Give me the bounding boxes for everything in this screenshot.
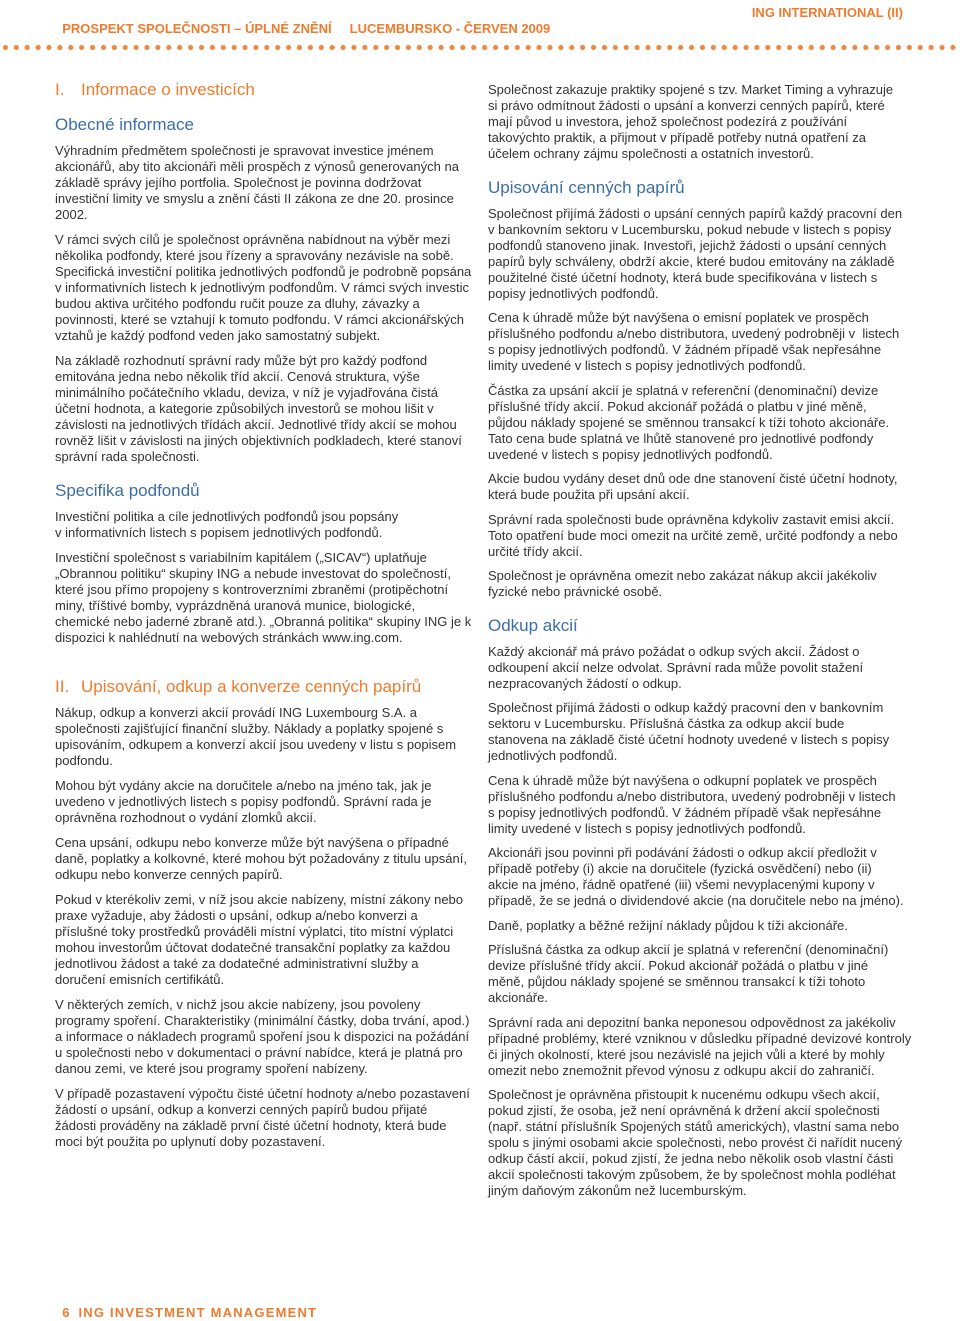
paragraph-line: omezit nebo znemožnit převod výnosu z odkupu akcií do zahraničí. bbox=[488, 1062, 875, 1078]
paragraph-line: Akcie budou vydány deset dnů ode dne stanovení čisté účetní hodnoty, bbox=[488, 471, 898, 486]
paragraph-line: odkup částí akcií, pokud zjistí, že jedna nebo několik osob vlastní části bbox=[488, 1151, 894, 1166]
paragraph-line: takovýchto praktik, a přijmout v případě potřeby nutná opatření za bbox=[488, 130, 866, 145]
paragraph-line: Pokud v kterékoliv zemi, v níž jsou akcie nabízeny, místní zákony nebo bbox=[55, 892, 464, 907]
paragraph-line: Společnost přijímá žádosti o upsání cenných papírů každý pracovní den bbox=[488, 205, 903, 221]
page-footer bbox=[55, 1289, 318, 1320]
paragraph-line: případě potřeby (i) akcie na doručitele (fyzická osvědčení) nebo (ii) bbox=[488, 861, 872, 876]
paragraph bbox=[488, 512, 898, 560]
document-edition: LUCEMBURSKO - ČERVEN 2009 bbox=[349, 21, 551, 36]
paragraph-line: daně, poplatky a kolkovné, které mohou být požadovány z titulu upsání, bbox=[55, 851, 467, 866]
paragraph-line: (např. státní příslušník Spojených států amerických), vlastní sama nebo bbox=[488, 1119, 900, 1134]
paragraph-line: vztahů je každý podfond veden jako samostatný subjekt. bbox=[55, 328, 381, 343]
paragraph-line: upisováním, odkupem a konverzí akcií jsou uvedeny v listu s popisem bbox=[55, 737, 457, 752]
paragraph-line: mají původ u investora, jehož společnost podezírá z používání bbox=[488, 114, 848, 129]
fund-name: ING INTERNATIONAL (II) bbox=[751, 5, 903, 20]
paragraph-line: Cena k úhradě může být navýšena o emisní poplatek ve prospěch bbox=[488, 310, 869, 325]
paragraph-line: 2002. bbox=[55, 207, 88, 222]
paragraph-line: jednotlivých podfondů. bbox=[488, 748, 618, 763]
paragraph-line: V případě pozastavení výpočtu čisté účetní hodnoty a/nebo pozastavení bbox=[55, 1086, 470, 1101]
paragraph bbox=[55, 232, 471, 344]
paragraph-line: nezpracovaných žádostí o odkup. bbox=[488, 675, 682, 691]
paragraph-line: použitelné čisté účetní hodnoty, která bude specifikována v listech s bbox=[488, 269, 878, 285]
paragraph bbox=[55, 353, 462, 465]
paragraph-line: Výhradním předmětem společnosti je spravovat investice jménem bbox=[55, 143, 434, 158]
paragraph-line: měně, půjdou náklady spojené se směnnou transakcí k tíži tohoto bbox=[488, 974, 866, 989]
paragraph-line: devize příslušné třídy akcií. Pokud akcionář požádá o platbu v jiné bbox=[488, 958, 869, 973]
paragraph-line: V rámci svých cílů je společnost oprávněna nabídnout na výběr mezi bbox=[55, 232, 451, 247]
paragraph-line: jiným daňovým zákonům než lucemburským. bbox=[488, 1183, 747, 1198]
paragraph-line: praxe vyžaduje, aby žádosti o upsání, odkup a/nebo konverzi a bbox=[55, 908, 418, 923]
paragraph bbox=[488, 644, 863, 692]
paragraph bbox=[488, 1087, 902, 1199]
paragraph-line: několika podfondy, které jsou řízeny a spravovány nezávisle na sobě. bbox=[55, 248, 454, 263]
page-number: 6 bbox=[62, 1305, 70, 1320]
paragraph-line: sektoru v Lucembursku. Příslušná částka za odkup akcií bude bbox=[488, 716, 845, 731]
paragraph-line: pokud zjistí, že osoba, jež není oprávněná k držení akcií společnosti bbox=[488, 1103, 880, 1118]
right-column bbox=[488, 82, 918, 1208]
paragraph-line: podfondů stanoveno jinak. Investoři, jejichž žádosti o upsání cenných bbox=[488, 237, 887, 253]
paragraph-line: Investiční politika a cíle jednotlivých podfondů jsou popsány bbox=[55, 509, 399, 524]
paragraph bbox=[488, 471, 898, 503]
subheading: Odkup akcií bbox=[488, 615, 578, 635]
paragraph bbox=[488, 1015, 911, 1079]
paragraph-line: případě, že se jedná o dividendové akcie (na doručitele nebo na jméno). bbox=[488, 893, 904, 908]
paragraph-line: správní rada společnosti. bbox=[55, 449, 200, 464]
paragraph-line: akcie na jméno, řádně opatřené (iii) všemi nevyplacenými kupony v bbox=[488, 877, 875, 892]
paragraph-line: oprávněna rozhodnout o vydání zlomků akcií. bbox=[55, 810, 317, 825]
paragraph bbox=[488, 568, 877, 600]
footer-brand: ING INVESTMENT MANAGEMENT bbox=[78, 1305, 318, 1320]
section-heading bbox=[55, 676, 421, 698]
paragraph-line: Společnost přijímá žádosti o odkup každý pracovní den v bankovním bbox=[488, 700, 884, 715]
dotted-divider bbox=[0, 44, 960, 51]
paragraph-line: v informativních listech k jednotlivým podfondům. V rámci svých investic bbox=[55, 280, 469, 295]
paragraph-line: uvedeno v jednotlivých listech s popisy podfondů. Správní rada je bbox=[55, 794, 432, 809]
paragraph-line: Mohou být vydány akcie na doručitele a/nebo na jméno tak, jak je bbox=[55, 778, 432, 793]
paragraph-line: v bankovním sektoru v Lucembursku, pokud nebude v listech s popisy bbox=[488, 221, 892, 237]
paragraph-line: a informace o nákladech programů spoření jsou k dispozici na požádání bbox=[55, 1029, 470, 1044]
paragraph-line: limity uvedené v listech s popisy jednotlivých podfondů. bbox=[488, 820, 806, 836]
section-number: II. bbox=[55, 677, 70, 696]
paragraph-line: akcií společnosti takovým způsobem, že by společnost mohla podléhat bbox=[488, 1167, 896, 1182]
paragraph-line: účelem ochrany zájmu společnosti a ostatních investorů. bbox=[488, 146, 814, 161]
paragraph-line: či jiných okolností, které jsou nezávislé na jejich vůli a které by mohly bbox=[488, 1046, 885, 1062]
paragraph-line: půjdou náklady spojené se směnnou transakcí k tíži tohoto akcionáře. bbox=[488, 414, 890, 430]
paragraph-line: moci být použita po uplynutí doby pozastavení. bbox=[55, 1134, 326, 1149]
paragraph-line: Akcionáři jsou povinni při podávání žádosti o odkup akcií předložit v bbox=[488, 845, 877, 860]
paragraph-line: podfondu. bbox=[55, 753, 113, 768]
paragraph-line: spolu s jinými osobami akcie společnosti, nebo provést či nařídit nucený bbox=[488, 1135, 903, 1150]
paragraph-line: s popisy jednotlivých podfondů. V žádném případě však nepřesáhne bbox=[488, 804, 882, 820]
paragraph-line: stanovena na základě čisté účetní hodnoty uvedené v listech s popisy bbox=[488, 732, 890, 747]
paragraph bbox=[488, 310, 899, 374]
paragraph-line: minimálního počátečního vkladu, deviza, v níž je vyjadřována čistá bbox=[55, 385, 438, 400]
paragraph-line: dispozici k nahlédnutí na webových stránkách www.ing.com. bbox=[55, 630, 403, 645]
paragraph-line: chemické nebo jaderné zbraně atd.). „Obranná politika“ skupiny ING je k bbox=[55, 614, 472, 629]
paragraph bbox=[488, 942, 888, 1006]
paragraph bbox=[488, 918, 848, 934]
paragraph-line: Společnost je oprávněna přistoupit k nucenému odkupu všech akcií, bbox=[488, 1087, 880, 1102]
paragraph-line: emitována jedna nebo několik tříd akcií. Cenová struktura, výše bbox=[55, 369, 420, 384]
subheading: Obecné informace bbox=[55, 115, 194, 134]
paragraph-line: miny, tříštivé bomby, vyprázdněná uranová munice, biologické, bbox=[55, 598, 416, 613]
paragraph bbox=[488, 82, 893, 162]
paragraph bbox=[55, 705, 456, 769]
paragraph-line: Na základě rozhodnutí správní rady může být pro každý podfond bbox=[55, 353, 428, 368]
paragraph bbox=[488, 845, 904, 909]
paragraph bbox=[488, 773, 896, 837]
paragraph-line: společnosti zajišťující finanční služby. Náklady a poplatky spojené s bbox=[55, 721, 444, 736]
paragraph-line: fyzické nebo právnické osobě. bbox=[488, 584, 663, 599]
paragraph bbox=[55, 997, 469, 1077]
paragraph bbox=[488, 383, 889, 463]
paragraph-line: Cena k úhradě může být navýšena o odkupní poplatek ve prospěch bbox=[488, 772, 877, 788]
paragraph-line: doručení emisních certifikátů. bbox=[55, 972, 225, 987]
paragraph-line: Cena upsání, odkupu nebo konverze může být navýšena o případné bbox=[55, 835, 449, 850]
paragraph bbox=[55, 835, 467, 883]
paragraph-line: Investiční společnost s variabilním kapitálem („SICAV“) uplatňuje bbox=[55, 550, 427, 565]
paragraph-line: žádosti prováděny na základě první čisté účetní hodnoty, která bude bbox=[55, 1118, 447, 1133]
paragraph-line: budou aktiva určitého podfondu ručit pouze za dluhy, závazky a bbox=[55, 296, 420, 311]
paragraph-line: určité třídy akcií. bbox=[488, 543, 583, 559]
paragraph-line: s popisy jednotlivých podfondů. V žádném případě však nepřesáhne bbox=[488, 342, 882, 357]
paragraph-line: příslušného podfondu a/nebo distributora, uvedený podrobněji v listech bbox=[488, 326, 900, 341]
paragraph bbox=[55, 143, 459, 223]
paragraph-line: Specifická investiční politika jednotlivých podfondů je podrobně popsána bbox=[55, 264, 472, 279]
paragraph-line: Částka za upsání akcií je splatná v referenční (denominační) devize bbox=[488, 382, 879, 398]
paragraph-line: akcionářů, aby tito akcionáři měli prospěch z výnosů generovaných na bbox=[55, 159, 459, 174]
paragraph-line: Společnost zakazuje praktiky spojené s tzv. Market Timing a vyhrazuje bbox=[488, 82, 894, 97]
paragraph-line: příslušného podfondu a/nebo distributora, uvedený podrobněji v listech bbox=[488, 788, 896, 804]
left-column bbox=[55, 79, 475, 1159]
paragraph-line: Nákup, odkup a konverzi akcií provádí ING Luxembourg S.A. a bbox=[55, 705, 418, 720]
paragraph-line: „Obrannou politiku“ skupiny ING a nebude investovat do společností, bbox=[55, 566, 452, 581]
paragraph-line: Správní rada společnosti bude oprávněna kdykoliv zastavit emisi akcií. bbox=[488, 511, 895, 527]
subheading: Specifika podfondů bbox=[55, 481, 200, 500]
paragraph-line: Správní rada ani depozitní banka neponesou odpovědnost za jakékoliv bbox=[488, 1014, 896, 1030]
paragraph-line: rovněž lišit v závislosti na jiných objektivních podkladech, které stanoví bbox=[55, 433, 462, 448]
section-heading bbox=[55, 79, 255, 101]
section-title: Informace o investicích bbox=[81, 80, 255, 99]
paragraph-line: v informativních listech s popisem jednotlivých podfondů. bbox=[55, 525, 383, 540]
section-number: I. bbox=[55, 80, 65, 99]
paragraph-line: Příslušná částka za odkup akcií je splatná v referenční (denominační) bbox=[488, 942, 889, 957]
paragraph bbox=[55, 1086, 470, 1150]
paragraph-line: příslušné třídy akcií. Pokud akcionář požádá o platbu v jiné měně, bbox=[488, 398, 867, 414]
subheading: Upisování cenných papírů bbox=[488, 177, 685, 197]
paragraph bbox=[55, 778, 432, 826]
paragraph bbox=[488, 206, 902, 302]
paragraph-line: případné problémy, které vzniknou v důsledku případné devizové kontroly bbox=[488, 1030, 912, 1046]
paragraph-line: Společnost je oprávněna omezit nebo zakázat nákup akcií jakékoliv bbox=[488, 568, 877, 583]
paragraph-line: V některých zemích, v nichž jsou akcie nabízeny, jsou povoleny bbox=[55, 997, 421, 1012]
paragraph-line: programy spoření. Charakteristiky (minimální částky, doba trvání, apod.) bbox=[55, 1013, 470, 1028]
paragraph bbox=[55, 892, 463, 988]
paragraph-line: povinnosti, které se vztahují k tomuto podfondu. V rámci akcionářských bbox=[55, 312, 464, 327]
paragraph-line: si právo odmítnout žádosti o upsání a konverzi cenných papírů, které bbox=[488, 98, 885, 113]
paragraph bbox=[55, 550, 471, 646]
paragraph-line: danou zemi, ve které jsou programy spoření nabízeny. bbox=[55, 1061, 368, 1076]
paragraph-line: odkupu nebo konverze cenných papírů. bbox=[55, 867, 283, 882]
page-header bbox=[55, 5, 903, 36]
paragraph-line: uvedené v listech s popisy jednotlivých podfondů. bbox=[488, 446, 773, 462]
paragraph-line: limity uvedené v listech s popisy jednotlivých podfondů. bbox=[488, 358, 806, 373]
paragraph-line: základě správy jejího portfolia. Společnost je povinna dodržovat bbox=[55, 175, 422, 190]
paragraph-line: u společnosti nebo v dokumentaci o právní nabídce, která je platná pro bbox=[55, 1045, 463, 1060]
paragraph-line: které jsou přímo propojeny s kontroverzními zbraněmi (protipěchotní bbox=[55, 582, 449, 597]
paragraph-line: mohou investorům účtovat dodatečné transakční poplatky za každou bbox=[55, 940, 451, 955]
paragraph-line: papírů byly schváleny, obdrží akcie, které budou emitovány na základě bbox=[488, 253, 895, 269]
paragraph-line: odkoupení akcií nelze odvolat. Správní rada může povolit stažení bbox=[488, 659, 864, 675]
paragraph-line: závislosti na jednotlivých třídách akcií. Jednotlivé třídy akcií se mohou bbox=[55, 417, 457, 432]
paragraph-line: Toto opatření bude moci omezit na určité země, určité podfondy a nebo bbox=[488, 527, 898, 543]
document-title: PROSPEKT SPOLEČNOSTI – ÚPLNÉ ZNĚNÍ bbox=[62, 21, 332, 36]
paragraph-line: akcionáře. bbox=[488, 990, 548, 1005]
paragraph-line: jednotlivou žádost a také za dodatečné administrativní služby a bbox=[55, 956, 419, 971]
paragraph-line: která bude použita při upsání akcií. bbox=[488, 487, 690, 502]
paragraph-line: účetní hodnota, a kategorie způsobilých investorů se mohou lišit v bbox=[55, 401, 434, 416]
paragraph-line: příslušné toky prostředků prováděli místní výplatci, tito místní výplatci bbox=[55, 924, 454, 939]
paragraph bbox=[55, 509, 398, 541]
paragraph bbox=[488, 700, 889, 764]
paragraph-line: investiční limity ve smyslu a znění části II zákona ze dne 20. prosince bbox=[55, 191, 454, 206]
paragraph-line: Tato cena bude splatná ve lhůtě stanovené pro jednotlivé podfondy bbox=[488, 430, 874, 446]
paragraph-line: žádostí o upsání, odkup a konverzi cenných papírů budou přijaté bbox=[55, 1102, 428, 1117]
paragraph-line: Daně, poplatky a běžné režijní náklady půjdou k tíži akcionáře. bbox=[488, 917, 848, 933]
paragraph-line: Každý akcionář má právo požádat o odkup svých akcií. Žádost o bbox=[488, 643, 860, 659]
section-title: Upisování, odkup a konverze cenných papírů bbox=[81, 677, 422, 696]
paragraph-line: popisy jednotlivých podfondů. bbox=[488, 285, 659, 301]
